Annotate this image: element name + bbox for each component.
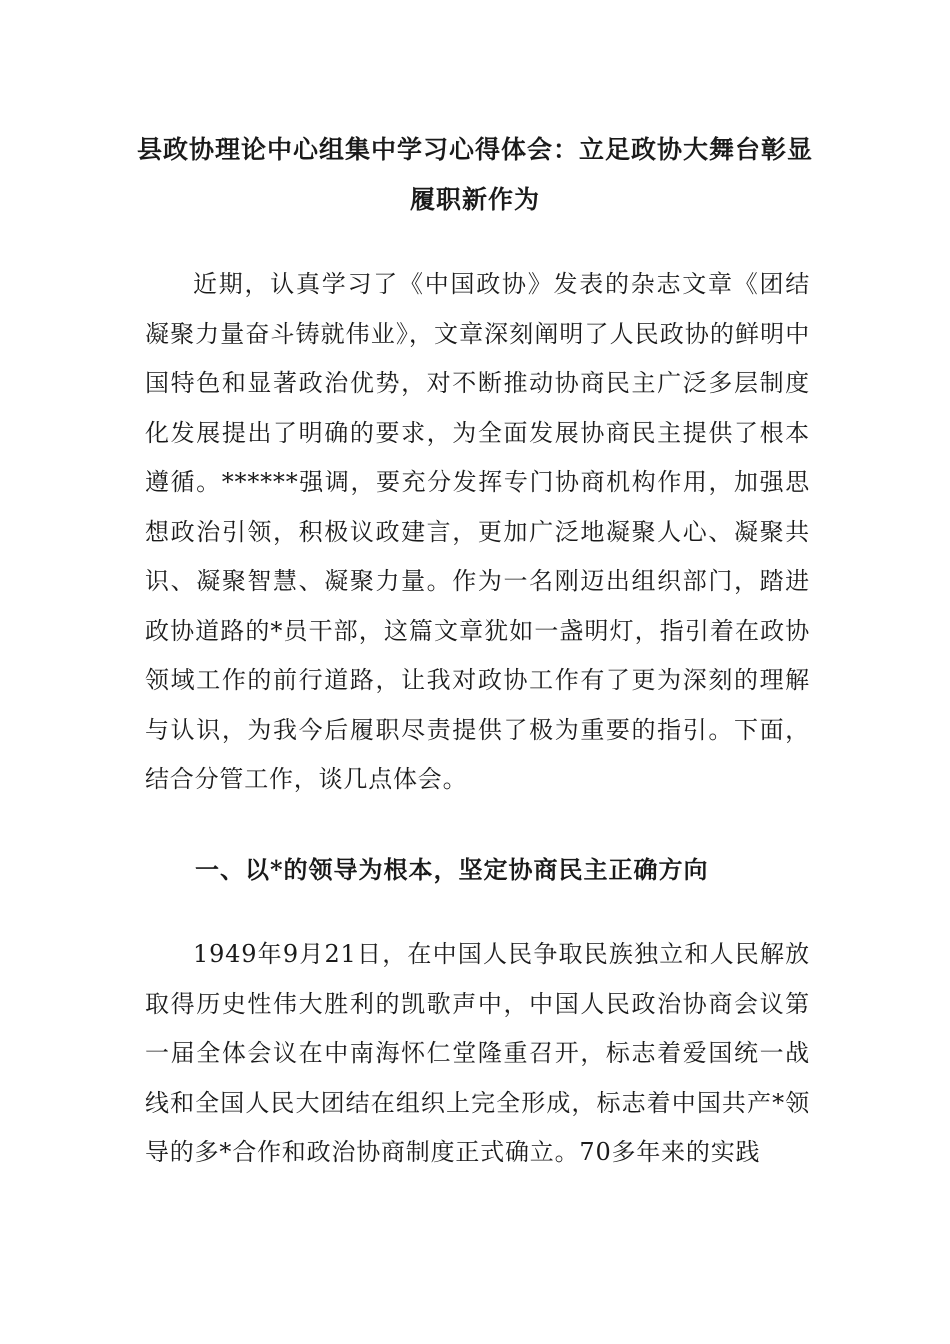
document-title-line-1: 县政协理论中心组集中学习心得体会：立足政协大舞台彰显 [136, 135, 813, 164]
document-title-line-2: 履职新作为 [409, 185, 540, 214]
intro-paragraph: 近期，认真学习了《中国政协》发表的杂志文章《团结凝聚力量奋斗铸就伟业》，文章深刻阐明了人民政协的鲜明中国特色和显著政治优势，对不断推动协商民主广泛多层制度化发展提出了明确的要求，为全面发展协商民主提供了根本遵循。******强调，要充分发挥专门协商机构作用，加强思想政治引领，积极议政建言，更加广泛地凝聚人心、凝聚共识、凝聚智慧、凝聚力量。作为一名刚迈出组织部门，踏进政协道路的*员干部，这篇文章犹如一盏明灯，指引着在政协领域工作的前行道路，让我对政协工作有了更为深刻的理解与认识，为我今后履职尽责提供了极为重要的指引。下面，结合分管工作，谈几点体会。 [145, 270, 810, 793]
section-1-heading: 一、以*的领导为根本，坚定协商民主正确方向 [195, 855, 709, 884]
section-1-paragraph: 1949年9月21日，在中国人民争取民族独立和人民解放取得历史性伟大胜利的凯歌声中，中国人民政治协商会议第一届全体会议在中南海怀仁堂隆重召开，标志着爱国统一战线和全国人民大团结在组织上完全形成，标志着中国共产*领导的多*合作和政治协商制度正式确立。70多年来的实践 [145, 940, 810, 1166]
